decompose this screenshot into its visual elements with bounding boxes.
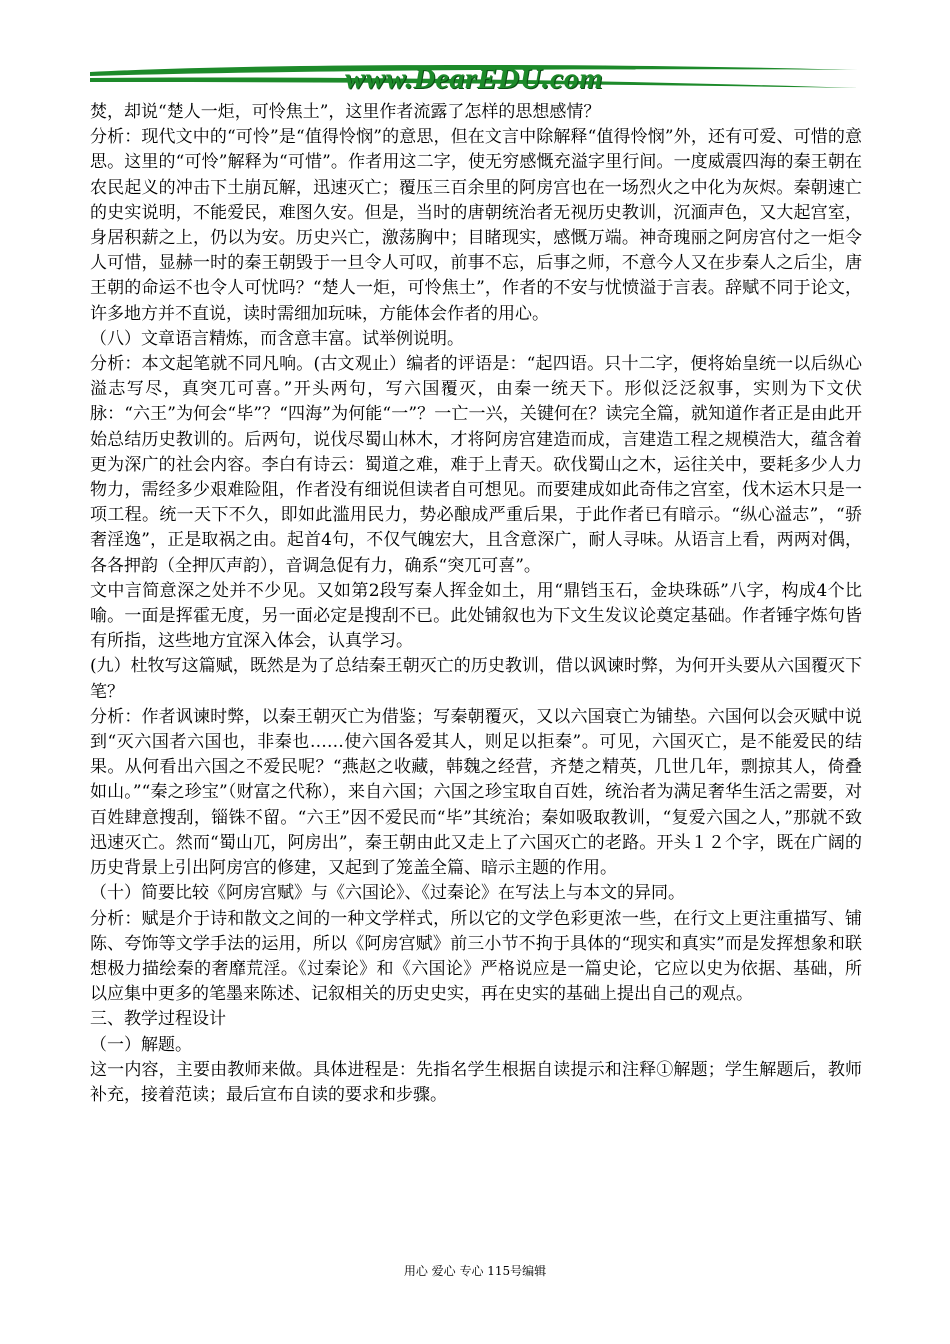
question-heading: (九）杜牧写这篇赋，既然是为了总结秦王朝灭亡的历史教训，借以讽谏时弊，为何开头要从六国覆灭下笔？ — [90, 656, 862, 702]
question-heading: （八）文章语言精炼，而含意丰富。试举例说明。 — [90, 328, 464, 349]
section-heading: 三、教学过程设计 — [90, 1009, 226, 1030]
document-body — [90, 100, 862, 1108]
site-header — [88, 58, 860, 98]
subsection-heading: （一）解题。 — [90, 1034, 192, 1055]
paragraph: 分析：作者讽谏时弊，以秦王朝灭亡为借鉴；写秦朝覆灭，又以六国衰亡为铺垫。六国何以会灭赋中说到“灭六国者六国也，非秦也……使六国各爱其人，则足以拒秦”。可见，六国灭亡，是不能爱民的结果。从何看出六国之不爱民呢？“燕赵之收藏，韩魏之经营，齐楚之精英，几世几年，剽掠其人，倚叠如山。”“秦之珍宝”（财富之代称），来自六国；六国之珍宝取自百姓，统治者为满足奢华生活之需要，对百姓肆意搜刮，锱铢不留。“六王”因不爱民而“毕”其统治；秦如吸取教训，“复爱六国之人，”那就不致迅速灭亡。然而“蜀山兀，阿房出”，秦王朝由此又走上了六国灭亡的老路。开头１２个字，既在广阔的历史背景上引出阿房宫的修建，又起到了笼盖全篇、暗示主题的作用。 — [90, 706, 862, 879]
paragraph: 文中言简意深之处并不少见。又如第2段写秦人挥金如土，用“鼎铛玉石，金块珠砾”八字，构成4个比喻。一面是挥霍无度，另一面必定是搜刮不已。此处铺叙也为下文生发议论奠定基础。作者锤字炼句皆有所指，这些地方宜深入体会，认真学习。 — [90, 580, 862, 652]
page-footer: 用心 爱心 专心 115号编辑 — [403, 1264, 547, 1278]
paragraph: 分析：赋是介于诗和散文之间的一种文学样式，所以它的文学色彩更浓一些，在行文上更注重描写、铺陈、夸饰等文学手法的运用，所以《阿房宫赋》前三小节不拘于具体的“现实和真实”而是发挥想象和联想极力描绘秦的奢靡荒淫。《过秦论》和《六国论》严格说应是一篇史论，它应以史为依据、基础，所以应集中更多的笔墨来陈述、记叙相关的历史史实，再在史实的基础上提出自己的观点。 — [90, 908, 862, 1005]
paragraph: 这一内容，主要由教师来做。具体进程是：先指名学生根据自读提示和注释①解题；学生解题后，教师补充，接着范读；最后宣布自读的要求和步骤。 — [90, 1059, 862, 1105]
site-logo[interactable]: www.DearEDU.com — [344, 62, 604, 95]
paragraph: 分析：本文起笔就不同凡响。(古文观止）编者的评语是：“起四语。只十二字，便将始皇统一以后纵心溢志写尽，真突兀可喜。”开头两句，写六国覆灭，由秦一统天下。形似泛泛叙事，实则为下文伏脉：“六王”为何会“毕”？“四海”为何能“一”？一亡一兴，关键何在？读完全篇，就知道作者正是由此开始总结历史教训的。后两句，说伐尽蜀山林木，才将阿房宫建造而成，言建造工程之规模浩大，蕴含着更为深广的社会内容。李白有诗云：蜀道之难，难于上青天。砍伐蜀山之木，运往关中，要耗多少人力物力，需经多少艰难险阻，作者没有细说但读者自可想见。而要建成如此奇伟之宫室，伐木运木只是一项工程。统一天下不久，即如此滥用民力，势必酿成严重后果，于此作者已有暗示。“纵心溢志”，“骄奢淫逸”，正是取祸之由。起首4句，不仅气魄宏大，且含意深广，耐人寻味。从语言上看，两两对偶，各各押韵（全押仄声韵），音调急促有力，确系“突兀可喜”。 — [90, 354, 862, 576]
paragraph: 焚，却说“楚人一炬，可怜焦土”，这里作者流露了怎样的思想感情？ — [90, 102, 601, 122]
paragraph: 分析：现代文中的“可怜”是“值得怜悯”的意思，但在文言中除解释“值得怜悯”外，还有可爱、可惜的意思。这里的“可怜”解释为“可惜”。作者用这二字，使无穷感慨充溢字里行间。一度威震四海的秦王朝在农民起义的冲击下土崩瓦解，迅速灭亡；覆压三百余里的阿房宫也在一场烈火之中化为灰烬。秦朝速亡的史实说明，不能爱民，难图久安。但是，当时的唐朝统治者无视历史教训，沉湎声色，又大起宫室，身居积薪之上，仍以为安。历史兴亡，激荡胸中；目睹现实，感慨万端。神奇瑰丽之阿房宫付之一炬令人可惜，显赫一时的秦王朝毁于一旦令人可叹，前事不忘，后事之师，不意今人又在步秦人之后尘，唐王朝的命运不也令人可忧吗？“楚人一炬，可怜焦土”，作者的不安与忧愤溢于言表。辞赋不同于论文，许多地方并不直说，读时需细加玩味，方能体会作者的用心。 — [90, 127, 862, 324]
question-heading: （十）简要比较《阿房宫赋》与《六国论》、《过秦论》在写法上与本文的异同。 — [90, 883, 685, 904]
